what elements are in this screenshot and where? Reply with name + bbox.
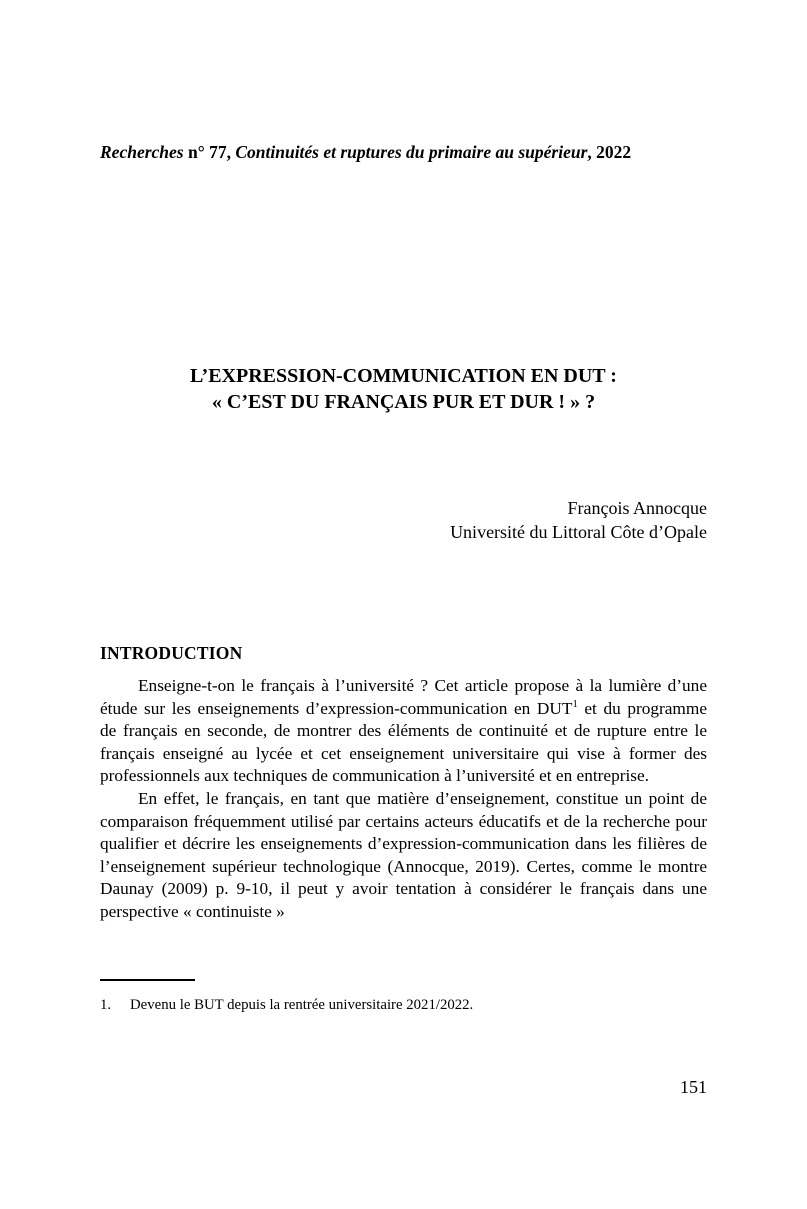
footnote-text: Devenu le BUT depuis la rentrée universitaire 2021/2022. bbox=[130, 997, 474, 1013]
article-title-line1: L’EXPRESSION-COMMUNICATION EN DUT : bbox=[190, 365, 617, 387]
author-affiliation: Université du Littoral Côte d’Opale bbox=[450, 522, 707, 542]
issue-number: n° 77, bbox=[183, 142, 236, 162]
section-heading-introduction: INTRODUCTION bbox=[100, 643, 243, 663]
paragraph-1-text-continued: et du programme de français en seconde, de montrer des éléments de continuité et de rupture entre le français enseigné au lycée et cet enseignement universitaire qui vise à former des professionnels aux techniques de communication à l’université et en entreprise. bbox=[100, 698, 707, 786]
issue-year: , 2022 bbox=[587, 142, 632, 162]
footnote-reference: 1 bbox=[572, 697, 578, 710]
article-body bbox=[100, 675, 707, 924]
running-header bbox=[100, 142, 707, 163]
author-name: François Annocque bbox=[567, 498, 707, 518]
author-block bbox=[100, 496, 707, 544]
article-title-line2: « C’EST DU FRANÇAIS PUR ET DUR ! » ? bbox=[211, 391, 596, 413]
footnote-number: 1. bbox=[100, 997, 112, 1013]
page-number: 151 bbox=[680, 1077, 707, 1097]
issue-title: Continuités et ruptures du primaire au supérieur bbox=[235, 142, 588, 162]
paragraph-1-text: Enseigne-t-on le français à l’université ? Cet article propose à la lumière d’une étude sur les enseignements d’expression-communication en DUT bbox=[100, 676, 707, 718]
paragraph-2: En effet, le français, en tant que matière d’enseignement, constitue un point de comparaison fréquemment utilisé par certains acteurs éducatifs et de la recherche pour qualifier et décrire les enseignements d’expression-communication dans les filières de l’enseignement supérieur technologique (Annocque, 2019). Certes, comme le montre Daunay (2009) p. 9-10, il peut y avoir tentation à considérer le français dans une perspective « continuiste » bbox=[100, 788, 707, 921]
journal-name: Recherches bbox=[100, 142, 184, 162]
article-title bbox=[100, 363, 707, 415]
footnote bbox=[100, 996, 707, 1015]
paragraph-1 bbox=[100, 675, 707, 788]
footnote-separator-rule bbox=[100, 979, 195, 981]
